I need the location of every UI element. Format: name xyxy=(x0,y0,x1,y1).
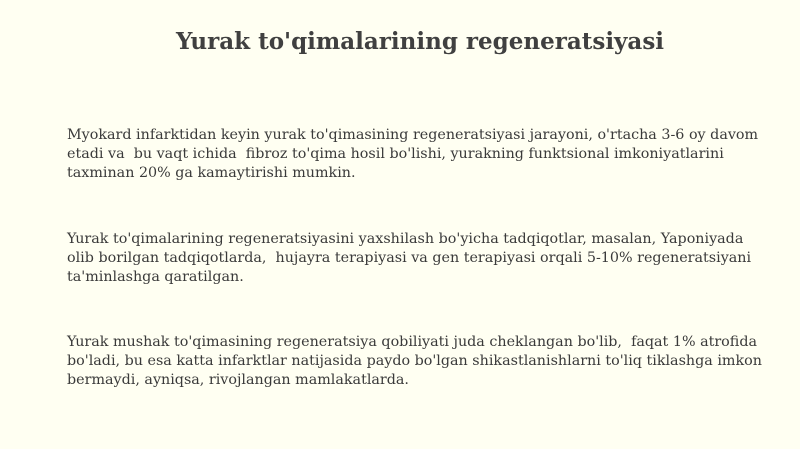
slide-title: Yurak to'qimalarining regeneratsiyasi xyxy=(175,28,665,55)
paragraph-infarct-regeneration: Myokard infarktidan keyin yurak to'qimasining regeneratsiyasi jarayoni, o'rtacha 3-6 oy davom etadi va bu vaqt ichida fibroz to'qima hosil bo'lishi, yurakning funktsional imkoniyatlarini taxminan 20% ga kamaytirishi mumkin. xyxy=(67,127,763,181)
paragraph-limited-capacity: Yurak mushak to'qimasining regeneratsiya qobiliyati juda cheklangan bo'lib, faqat 1% atrofida bo'ladi, bu esa katta infarktlar natijasida paydo bo'lgan shikastlanishlarni to'liq tiklashga imkon bermaydi, ayniqsa, rivojlangan mamlakatlarda. xyxy=(67,334,767,388)
paragraph-research-japan: Yurak to'qimalarining regeneratsiyasini yaxshilash bo'yicha tadqiqotlar, masalan, Yaponiyada olib borilgan tadqiqotlarda, hujayra terapiyasi va gen terapiyasi orqali 5-10% regeneratsiyani ta'minlashga qaratilgan. xyxy=(67,231,756,285)
